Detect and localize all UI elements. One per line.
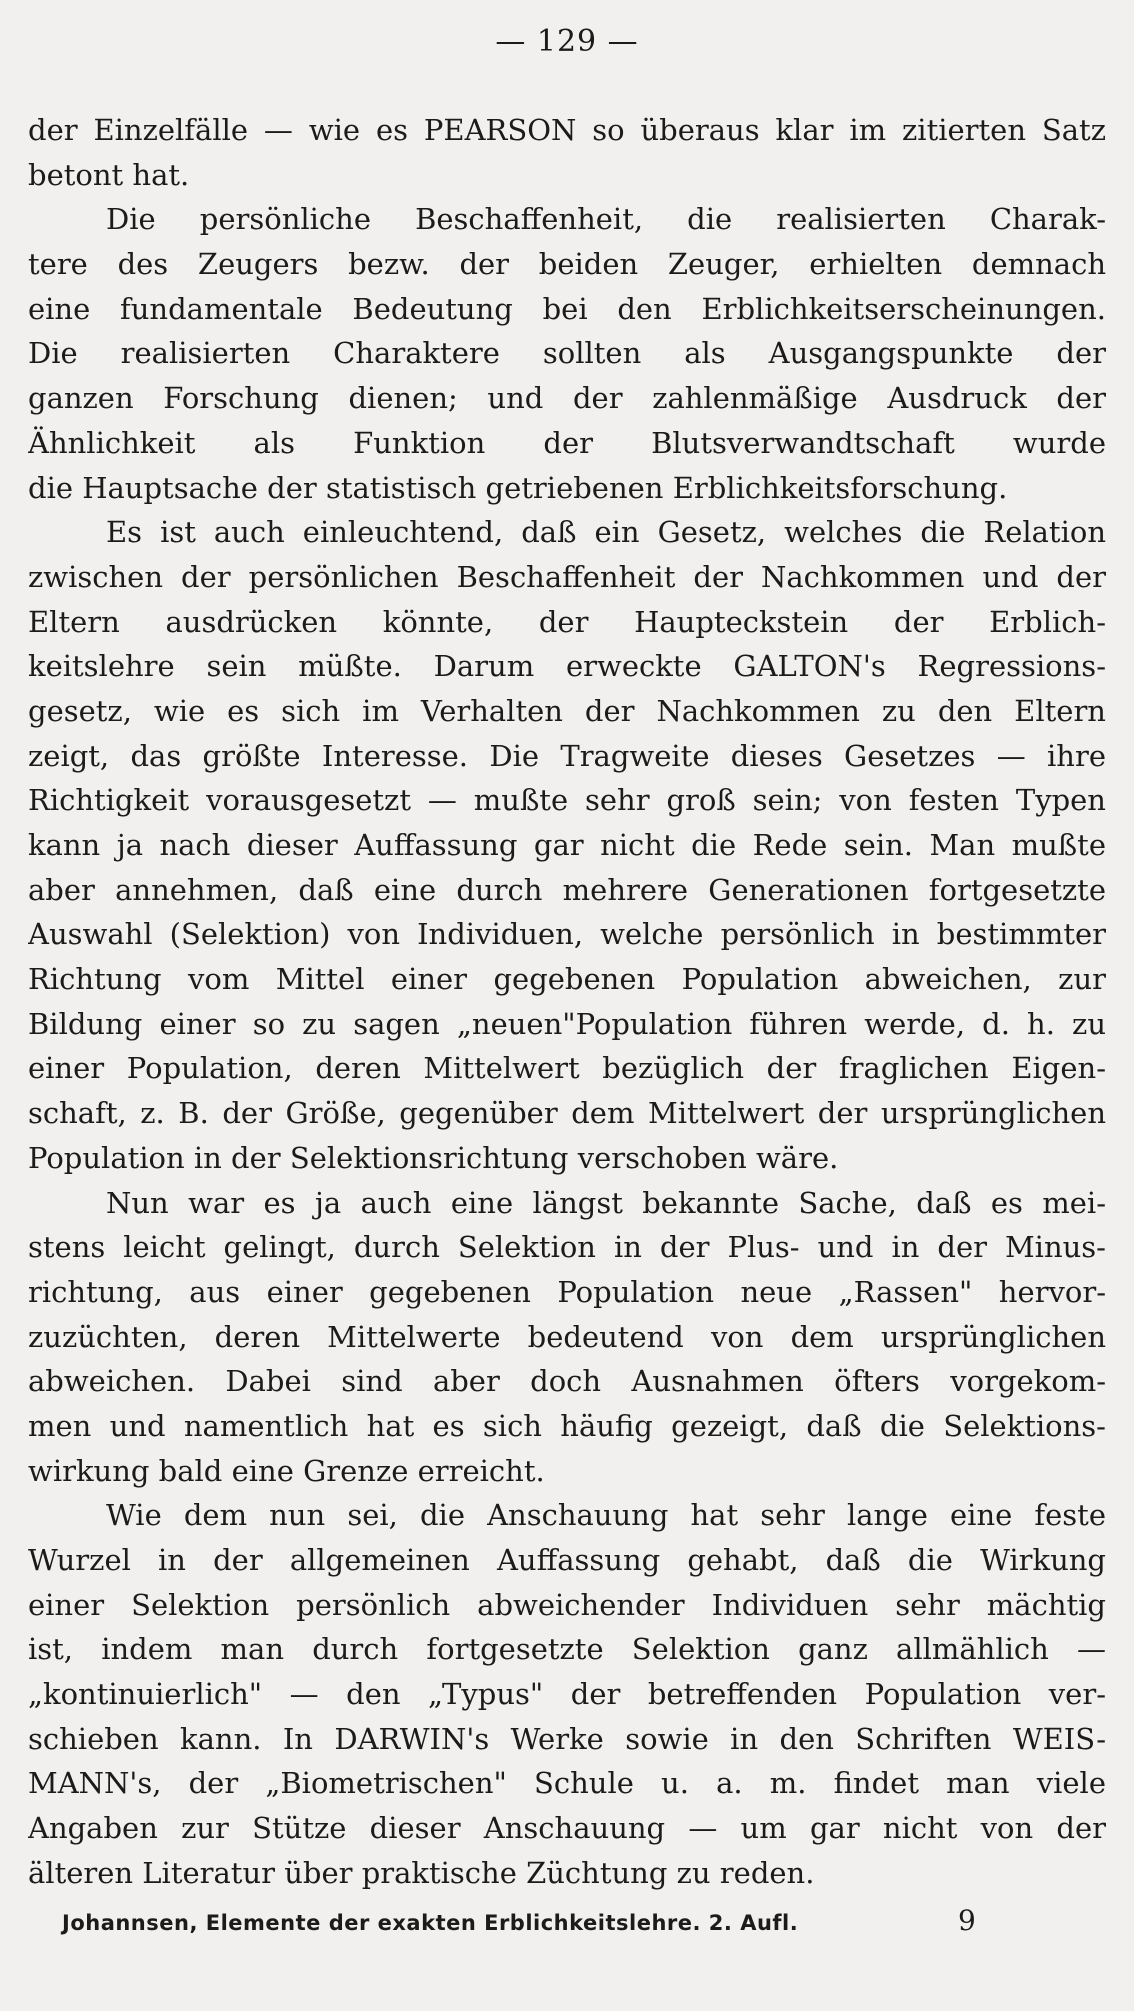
text-line: Es ist auch einleuchtend, daß ein Gesetz, welches die Relation	[106, 515, 1106, 550]
text-line: ist, indem man durch fortgesetzte Selektion ganz allmählich —	[28, 1632, 1106, 1667]
footer-citation: Johannsen, Elemente der exakten Erblichkeitslehre. 2. Aufl.	[62, 1911, 799, 1935]
text-line: gesetz, wie es sich im Verhalten der Nachkommen zu den Eltern	[28, 693, 1106, 728]
text-line: wirkung bald eine Grenze erreicht.	[28, 1453, 545, 1488]
text-line: MANN's, der „Biometrischen" Schule u. a. m. findet man viele	[28, 1766, 1106, 1801]
text-line: der Einzelfälle — wie es PEARSON so überaus klar im zitierten Satz	[28, 113, 1106, 147]
text-line: eine fundamentale Bedeutung bei den Erblichkeitserscheinungen.	[28, 291, 1106, 326]
text-line: ganzen Forschung dienen; und der zahlenmäßige Ausdruck der	[28, 381, 1106, 416]
text-line: zeigt, das größte Interesse. Die Tragweite dieses Gesetzes — ihre	[28, 738, 1106, 773]
text-line: Eltern ausdrücken könnte, der Haupteckstein der Erblich-	[28, 604, 1106, 639]
text-line: stens leicht gelingt, durch Selektion in der Plus- und in der Minus-	[28, 1230, 1106, 1265]
text-line: schieben kann. In DARWIN's Werke sowie in den Schriften WEIS-	[28, 1721, 1106, 1756]
sheet-signature: 9	[958, 1904, 976, 1937]
text-line: Richtung vom Mittel einer gegebenen Population abweichen, zur	[28, 962, 1106, 997]
text-line: aber annehmen, daß eine durch mehrere Generationen fortgesetzte	[28, 872, 1106, 907]
text-line: tere des Zeugers bezw. der beiden Zeuger, erhielten demnach	[28, 247, 1106, 282]
text-line: Wie dem nun sei, die Anschauung hat sehr lange eine feste	[106, 1498, 1106, 1533]
text-line: Wurzel in der allgemeinen Auffassung gehabt, daß die Wirkung	[28, 1543, 1106, 1577]
text-line: Die realisierten Charaktere sollten als Ausgangspunkte der	[28, 336, 1106, 371]
text-line: Population in der Selektionsrichtung verschoben wäre.	[28, 1140, 839, 1175]
text-line: „kontinuierlich" — den „Typus" der betreffenden Population ver-	[28, 1677, 1106, 1712]
text-line: zwischen der persönlichen Beschaffenheit der Nachkommen und der	[28, 559, 1106, 594]
text-line: Angaben zur Stütze dieser Anschauung — um gar nicht von der	[28, 1811, 1106, 1846]
text-line: einer Population, deren Mittelwert bezüglich der fraglichen Eigen-	[28, 1051, 1106, 1086]
text-line: Die persönliche Beschaffenheit, die realisierten Charak-	[106, 202, 1106, 237]
body-text	[28, 108, 1106, 1896]
text-line: Richtigkeit vorausgesetzt — mußte sehr groß sein; von festen Typen	[28, 783, 1106, 818]
text-line: richtung, aus einer gegebenen Population neue „Rassen" hervor-	[28, 1274, 1106, 1309]
text-line: betont hat.	[28, 157, 190, 192]
text-line: kann ja nach dieser Auffassung gar nicht die Rede sein. Man mußte	[28, 828, 1106, 862]
page-number: — 129 —	[495, 24, 639, 59]
text-line: älteren Literatur über praktische Züchtung zu reden.	[28, 1855, 815, 1890]
text-line: Bildung einer so zu sagen „neuen"Population führen werde, d. h. zu	[28, 1006, 1106, 1041]
text-line: Auswahl (Selektion) von Individuen, welche persönlich in bestimmter	[28, 917, 1106, 952]
text-line: men und namentlich hat es sich häufig gezeigt, daß die Selektions-	[28, 1408, 1106, 1443]
text-line: Nun war es ja auch eine längst bekannte Sache, daß es mei-	[106, 1185, 1106, 1220]
text-line: die Hauptsache der statistisch getriebenen Erblichkeitsforschung.	[28, 470, 1008, 505]
text-line: einer Selektion persönlich abweichender Individuen sehr mächtig	[28, 1587, 1106, 1622]
text-line: Ähnlichkeit als Funktion der Blutsverwandtschaft wurde	[28, 425, 1106, 460]
text-line: abweichen. Dabei sind aber doch Ausnahmen öfters vorgekom-	[28, 1364, 1106, 1399]
text-line: zuzüchten, deren Mittelwerte bedeutend von dem ursprünglichen	[28, 1319, 1106, 1354]
text-line: schaft, z. B. der Größe, gegenüber dem Mittelwert der ursprünglichen	[28, 1096, 1106, 1131]
text-line: keitslehre sein müßte. Darum erweckte GALTON's Regressions-	[28, 649, 1106, 684]
